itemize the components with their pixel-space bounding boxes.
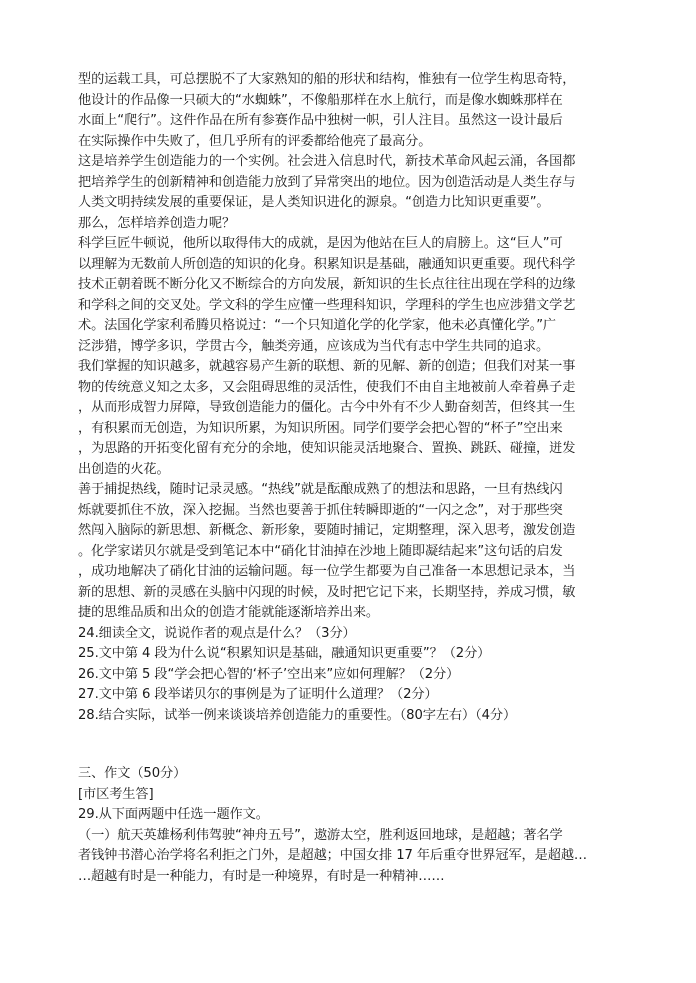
passage-line: 新的思想、新的灵感在头脑中闪现的时候，及时把它记下来，长期坚持，养成习惯，敏 [78, 584, 576, 600]
prompt-line: （一）航天英雄杨利伟驾驶“神舟五号”，遨游太空，胜利返回地球，是超越；著名学 [78, 827, 563, 843]
section-spacer [78, 726, 638, 746]
passage-line: 捷的思维品质和出众的创造才能就能逐渐培养出来。 [78, 605, 380, 620]
passage-line: ，为思路的开拓变化留有充分的余地，使知识能灵活地聚合、置换、跳跃、碰撞，迸发 [78, 441, 576, 456]
section-heading: 三、作文（50分） [78, 766, 187, 781]
page-content [78, 70, 638, 887]
composition-instruction: 29.从下面两题中任选一题作文。 [78, 807, 269, 822]
passage-line: 那么，怎样培养创造力呢？ [78, 215, 236, 231]
passage-line: 术。法国化学家利希腾贝格说过：“一个只知道化学的化学家，他未必真懂化学。”广 [78, 318, 557, 333]
question-item: 26.文中第 5 段“学会把心智的‘杯子’空出来”应如何理解？（2分） [78, 666, 460, 682]
passage-line: 这是培养学生创造能力的一个实例。社会进入信息时代，新技术革命风起云涌，各国都 [78, 154, 576, 169]
passage-line: ，成功地解决了硝化甘油的运输问题。每一位学生都要为自己准备一本思想记录本，当 [78, 564, 576, 579]
passage-line: 然闯入脑际的新思想、新概念、新形象，要随时捕记，定期整理，深入思考，激发创造 [78, 523, 576, 538]
question-item: 25.文中第 4 段为什么说“积累知识是基础，融通知识更重要”？（2分） [78, 646, 491, 661]
passage-line: 把培养学生的创新精神和创造能力放到了异常突出的地位。因为创造活动是人类生存与 [78, 174, 576, 190]
prompt-line: …超越有时是一种能力，有时是一种境界，有时是一种精神…… [78, 868, 445, 884]
question-item: 27.文中第 6 段举诺贝尔的事例是为了证明什么道理？（2分） [78, 687, 438, 702]
audience-note: [市区考生答] [78, 786, 154, 802]
passage-line: 人类文明持续发展的重要保证，是人类知识进化的源泉。“创造力比知识更重要”。 [78, 195, 550, 210]
passage-line: 物的传统意义知之太多，又会阻碍思维的灵活性，使我们不由自主地被前人牵着鼻子走 [78, 379, 576, 395]
passage-line: 技术正朝着既不断分化又不断综合的方向发展，新知识的生长点往往出现在学科的边缘 [78, 277, 576, 292]
composition-section [78, 764, 638, 887]
passage-line: 和学科之间的交叉处。学文科的学生应懂一些理科知识，学理科的学生也应涉猎文学艺 [78, 297, 576, 313]
passage-line: 他设计的作品像一只硕大的“水蜘蛛”，不像船那样在水上航行，而是像水蜘蛛那样在 [78, 92, 563, 108]
passage-line: 我们掌握的知识越多，就越容易产生新的联想、新的见解、新的创造；但我们对某一事 [78, 359, 576, 374]
reading-passage [78, 70, 638, 624]
passage-line: 以理解为无数前人所创造的知识的化身。积累知识是基础，融通知识更重要。现代科学 [78, 256, 576, 272]
question-list [78, 624, 638, 727]
passage-line: 型的运载工具，可总摆脱不了大家熟知的船的形状和结构，惟独有一位学生构思奇特， [78, 72, 576, 87]
prompt-line: 者钱钟书潜心治学将名利拒之门外，是超越；中国女排 17 年后重夺世界冠军，是超越… [78, 848, 587, 863]
passage-line: 在实际操作中失败了，但几乎所有的评委都给他亮了最高分。 [78, 133, 432, 149]
passage-line: 水面上“爬行”。这件作品在所有参赛作品中独树一帜，引人注目。虽然这一设计最后 [78, 113, 563, 128]
passage-line: ，从而形成智力屏障，导致创造能力的僵化。古今中外有不少人勤奋刻苦，但终其一生 [78, 400, 576, 415]
passage-line: 泛涉猎，博学多识，学贯古今，触类旁通，应该成为当代有志中学生共同的追求。 [78, 338, 550, 354]
question-item: 28.结合实际，试举一例来谈谈培养创造能力的重要性。（80字左右）（4分） [78, 707, 517, 723]
section-spacer [78, 746, 638, 764]
question-item: 24.细读全文，说说作者的观点是什么？（3分） [78, 625, 356, 641]
passage-line: 出创造的火花。 [78, 461, 170, 477]
passage-line: ，有积累而无创造，为知识所累，为知识所困。同学们要学会把心智的“杯子”空出来 [78, 420, 563, 436]
passage-line: 烁就要抓住不放，深入挖掘。当然也要善于抓住转瞬即逝的“一闪之念”，对于那些突 [78, 502, 563, 518]
passage-line: 。化学家诺贝尔就是受到笔记本中“硝化甘油掉在沙地上随即凝结起来”这句话的启发 [78, 543, 563, 559]
passage-line: 善于捕捉热线，随时记录灵感。“热线”就是酝酿成熟了的想法和思路，一旦有热线闪 [78, 482, 563, 497]
passage-line: 科学巨匠牛顿说，他所以取得伟大的成就，是因为他站在巨人的肩膀上。这“巨人”可 [78, 236, 563, 251]
